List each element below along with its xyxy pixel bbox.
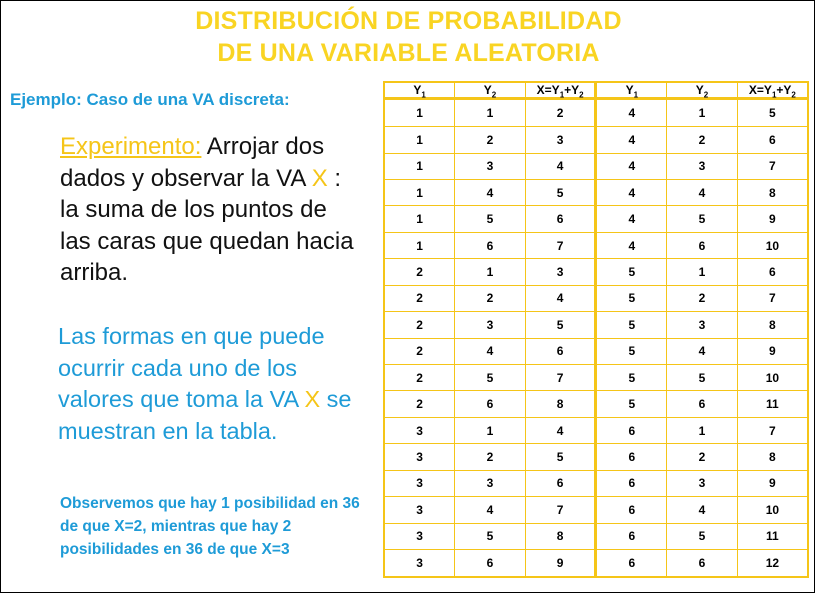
table-cell: 6 [596,417,667,443]
table-cell: 2 [667,127,738,153]
table-cell: 4 [455,497,526,523]
experiment-text-b: : la suma de los puntos de las caras que quedan hacia arriba. [60,164,354,286]
observation-note: Observemos que hay 1 posibilidad en 36 de que X=2, mientras que hay 2 posibilidades en 36 de que X=3 [60,495,360,558]
table-cell: 3 [455,153,526,179]
table-cell: 2 [384,259,455,285]
table-cell: 8 [737,180,808,206]
table-cell: 6 [455,232,526,258]
table-row [384,549,808,577]
experiment-text-a: Arrojar dos dados y observar la VA [60,133,325,192]
table-cell: 4 [525,285,596,311]
table-cell: 6 [596,549,667,577]
table-row [384,127,808,153]
table-header-cell: $Y_1$ [596,82,667,99]
example-label: Ejemplo: Caso de una VA discreta: [10,90,290,109]
table-cell: 3 [455,470,526,496]
table-cell: 4 [455,180,526,206]
table-row [384,417,808,443]
table-row [384,232,808,258]
table-row [384,285,808,311]
table-row [384,391,808,417]
table-row [384,312,808,338]
table-cell: 2 [384,338,455,364]
table-cell: 6 [596,444,667,470]
table-cell: 6 [455,391,526,417]
table-row [384,206,808,232]
table-row [384,338,808,364]
table-cell: 2 [667,444,738,470]
table-cell: 6 [525,206,596,232]
table-cell: 4 [596,153,667,179]
table-cell: 2 [525,99,596,127]
table-cell: 3 [667,153,738,179]
table-cell: 1 [384,180,455,206]
table-cell: 3 [667,470,738,496]
table-cell: 11 [737,391,808,417]
table-header-cell: $X=Y_1+Y_2$ [525,82,596,99]
table-cell: 9 [737,338,808,364]
table-cell: 7 [737,285,808,311]
table-cell: 8 [737,312,808,338]
table-cell: 1 [384,232,455,258]
table-cell: 4 [455,338,526,364]
experiment-label: Experimento: [60,133,202,160]
table-cell: 1 [667,417,738,443]
table-cell: 5 [455,364,526,390]
table-cell: 2 [384,285,455,311]
table-row [384,444,808,470]
table-cell: 4 [596,206,667,232]
table-cell: 6 [737,127,808,153]
table-cell: 7 [737,417,808,443]
table-row [384,99,808,127]
table-cell: 5 [596,285,667,311]
slide-title-line-2: DE UNA VARIABLE ALEATORIA [217,39,600,67]
table-cell: 4 [667,180,738,206]
table-cell: 6 [596,470,667,496]
experiment-description [60,131,360,289]
table-cell: 3 [667,312,738,338]
table-cell: 8 [525,523,596,549]
experiment-variable: X [311,164,328,192]
table-cell: 7 [525,232,596,258]
table-row [384,523,808,549]
table-cell: 1 [384,206,455,232]
table-cell: 7 [737,153,808,179]
table-cell: 1 [455,417,526,443]
table-body [384,99,808,578]
formas-text-a: Las formas en que puede ocurrir cada uno de los valores que toma la VA [58,323,325,412]
table-header-cell: $Y_2$ [455,82,526,99]
table-cell: 1 [384,153,455,179]
table-cell: 6 [525,470,596,496]
table-cell: 5 [596,391,667,417]
table-cell: 5 [596,312,667,338]
table-cell: 10 [737,232,808,258]
table-cell: 6 [596,497,667,523]
table-header-cell: $Y_1$ [384,82,455,99]
table-cell: 1 [455,259,526,285]
table-cell: 1 [667,259,738,285]
table-cell: 6 [455,549,526,577]
table-cell: 1 [455,99,526,127]
table-row [384,259,808,285]
table-cell: 9 [737,206,808,232]
slide-title-line-1: DISTRIBUCIÓN DE PROBABILIDAD [195,7,622,35]
table-cell: 5 [525,180,596,206]
table-cell: 3 [384,417,455,443]
table-cell: 5 [737,99,808,127]
table-cell: 2 [667,285,738,311]
table-cell: 1 [384,99,455,127]
table-cell: 6 [596,523,667,549]
table-cell: 2 [384,312,455,338]
table-cell: 10 [737,497,808,523]
table-header-cell: $X=Y_1+Y_2$ [737,82,808,99]
table-row [384,364,808,390]
table-cell: 5 [667,206,738,232]
table-cell: 9 [737,470,808,496]
table-cell: 2 [455,127,526,153]
table-cell: 5 [455,206,526,232]
table-cell: 7 [525,364,596,390]
table-row [384,497,808,523]
table-cell: 6 [667,391,738,417]
table-header-row [384,82,808,99]
table-cell: 11 [737,523,808,549]
table-cell: 6 [737,259,808,285]
table-header-cell: $Y_2$ [667,82,738,99]
table-cell: 4 [525,417,596,443]
table-cell: 4 [596,127,667,153]
table-cell: 12 [737,549,808,577]
table-cell: 9 [525,549,596,577]
table-cell: 3 [384,444,455,470]
table-cell: 1 [384,127,455,153]
table-cell: 3 [455,312,526,338]
formas-text-b: se muestran en la tabla. [58,386,352,444]
table-cell: 6 [667,549,738,577]
table-cell: 2 [455,285,526,311]
table-row [384,470,808,496]
table-cell: 4 [667,497,738,523]
table-cell: 6 [667,232,738,258]
table-cell: 1 [667,99,738,127]
table-cell: 5 [455,523,526,549]
table-cell: 2 [384,391,455,417]
table-cell: 5 [525,312,596,338]
table-row [384,153,808,179]
table-cell: 4 [667,338,738,364]
table-cell: 3 [525,127,596,153]
table-cell: 6 [525,338,596,364]
table-row [384,180,808,206]
table-cell: 5 [525,444,596,470]
table-cell: 5 [667,364,738,390]
table-cell: 5 [596,259,667,285]
table-cell: 5 [596,364,667,390]
table-cell: 4 [525,153,596,179]
table-cell: 3 [384,470,455,496]
table-cell: 2 [384,364,455,390]
table-cell: 10 [737,364,808,390]
table-cell: 3 [384,497,455,523]
table-cell: 7 [525,497,596,523]
formas-variable: X [304,386,321,412]
outcomes-table [383,81,809,578]
table-cell: 4 [596,99,667,127]
table-cell: 2 [455,444,526,470]
table-cell: 8 [737,444,808,470]
formas-description [58,321,358,447]
table-cell: 5 [667,523,738,549]
table-cell: 3 [384,523,455,549]
table-cell: 4 [596,180,667,206]
table-cell: 3 [525,259,596,285]
table-cell: 4 [596,232,667,258]
table-cell: 3 [384,549,455,577]
table-cell: 8 [525,391,596,417]
table-cell: 5 [596,338,667,364]
